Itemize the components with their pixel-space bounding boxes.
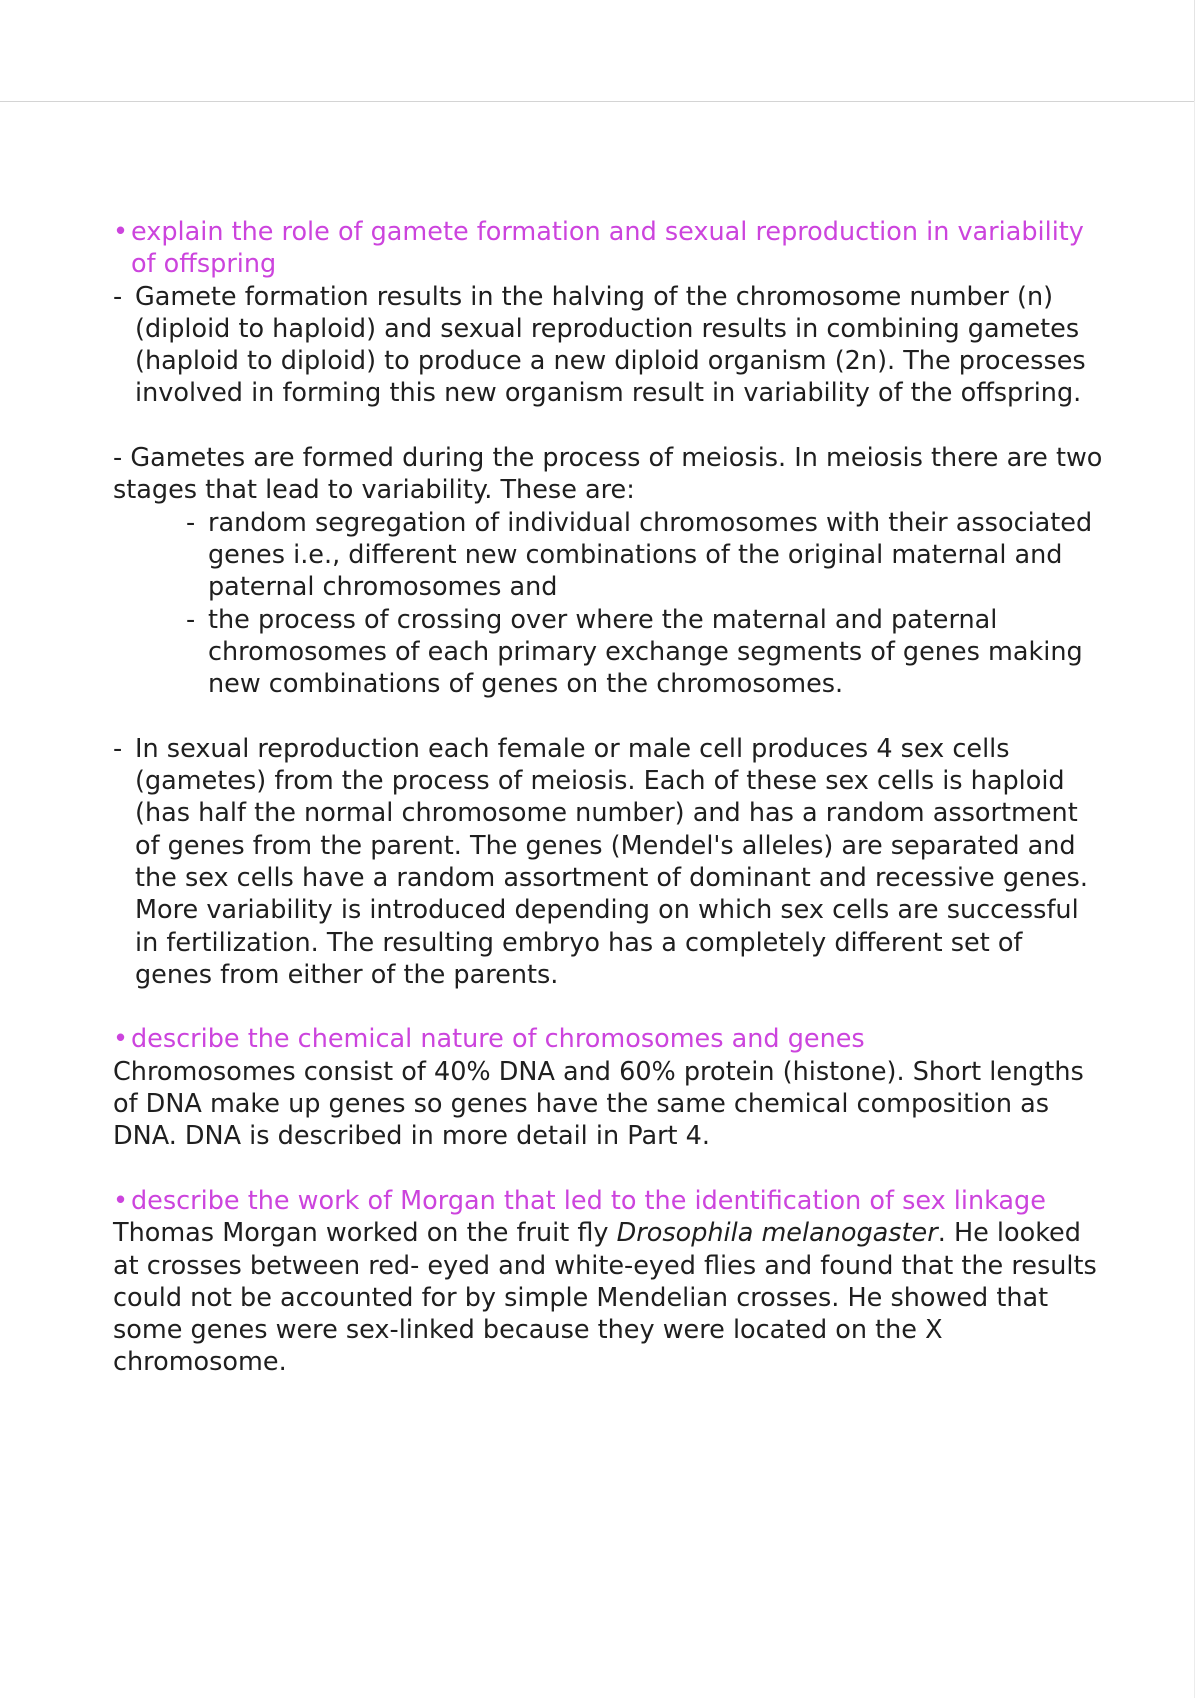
- spacer: [113, 410, 1103, 442]
- dash-marker: -: [113, 443, 123, 474]
- dash-marker: -: [113, 281, 123, 312]
- section-heading-chemical-nature: [113, 1023, 1103, 1055]
- paragraph-chromosome-composition: [113, 1056, 1103, 1153]
- list-item-text: the process of crossing over where the maternal and paternal chromosomes of each primary exchange segments of genes making new combinations of genes on the chromosomes.: [208, 604, 1083, 700]
- paragraph-text-end: . He looked at crosses between red- eyed and white-eyed flies and found that the results could not be accounted for by simple Mendelian crosses. He showed that some genes were sex-linked because they were located on the X chromosome.: [113, 1218, 1097, 1378]
- page-edge-divider: [1194, 101, 1195, 1698]
- paragraph-text-start: Thomas Morgan worked on the fruit fly: [113, 1218, 617, 1249]
- paragraph-meiosis-stages: [113, 442, 1103, 507]
- page-header-band: [0, 0, 1195, 102]
- paragraph-text: In sexual reproduction each female or male cell produces 4 sex cells (gametes) from the process of meiosis. Each of these sex cells is haploid (has half the normal chromosome number) and has a random assortment of genes from the parent. The genes (Mendel's alleles) are separated and the sex cells have a random assortment of dominant and recessive genes. More variability is introduced depending on which sex cells are successful in fertilization. The resulting embryo has a completely different set of genes from either of the parents.: [135, 733, 1088, 990]
- heading-text: describe the work of Morgan that led to the identification of sex linkage: [131, 1185, 1046, 1216]
- paragraph-gamete-halving: [113, 281, 1103, 410]
- list-item-text: random segregation of individual chromosomes with their associated genes i.e., different new combinations of the original maternal and paternal chromosomes and: [208, 507, 1093, 603]
- spacer: [113, 700, 1103, 732]
- bullet-icon: •: [113, 1185, 129, 1216]
- paragraph-text: Gametes are formed during the process of meiosis. In meiosis there are two stages that lead to variability. These are:: [113, 443, 1103, 506]
- paragraph-sexual-reproduction: [113, 733, 1103, 991]
- dash-marker: -: [186, 604, 196, 635]
- heading-text: describe the chemical nature of chromosomes and genes: [131, 1024, 865, 1055]
- spacer: [113, 991, 1103, 1023]
- dash-marker: -: [113, 733, 123, 764]
- paragraph-morgan-work: [113, 1217, 1103, 1378]
- bullet-icon: •: [113, 1024, 129, 1055]
- document-body: [113, 216, 1103, 1379]
- heading-text: explain the role of gamete formation and sexual reproduction in variability of offspring: [131, 217, 1084, 280]
- section-heading-gamete-formation: [113, 216, 1103, 281]
- bullet-icon: •: [113, 217, 129, 247]
- dash-marker: -: [186, 507, 196, 538]
- list-item-crossing-over: [113, 604, 1103, 701]
- paragraph-text: Chromosomes consist of 40% DNA and 60% protein (histone). Short lengths of DNA make up genes so genes have the same chemical composition as DNA. DNA is described in more detail in Part 4.: [113, 1056, 1084, 1152]
- section-heading-morgan: [113, 1185, 1103, 1217]
- paragraph-text: Gamete formation results in the halving of the chromosome number (n) (diploid to haploid) and sexual reproduction results in combining gametes (haploid to diploid) to produce a new diploid organism (2n). The processes involved in forming this new organism result in variability of the offspring.: [135, 281, 1086, 409]
- spacer: [113, 1153, 1103, 1185]
- list-item-random-segregation: [113, 507, 1103, 604]
- species-name: Drosophila melanogaster: [616, 1218, 938, 1249]
